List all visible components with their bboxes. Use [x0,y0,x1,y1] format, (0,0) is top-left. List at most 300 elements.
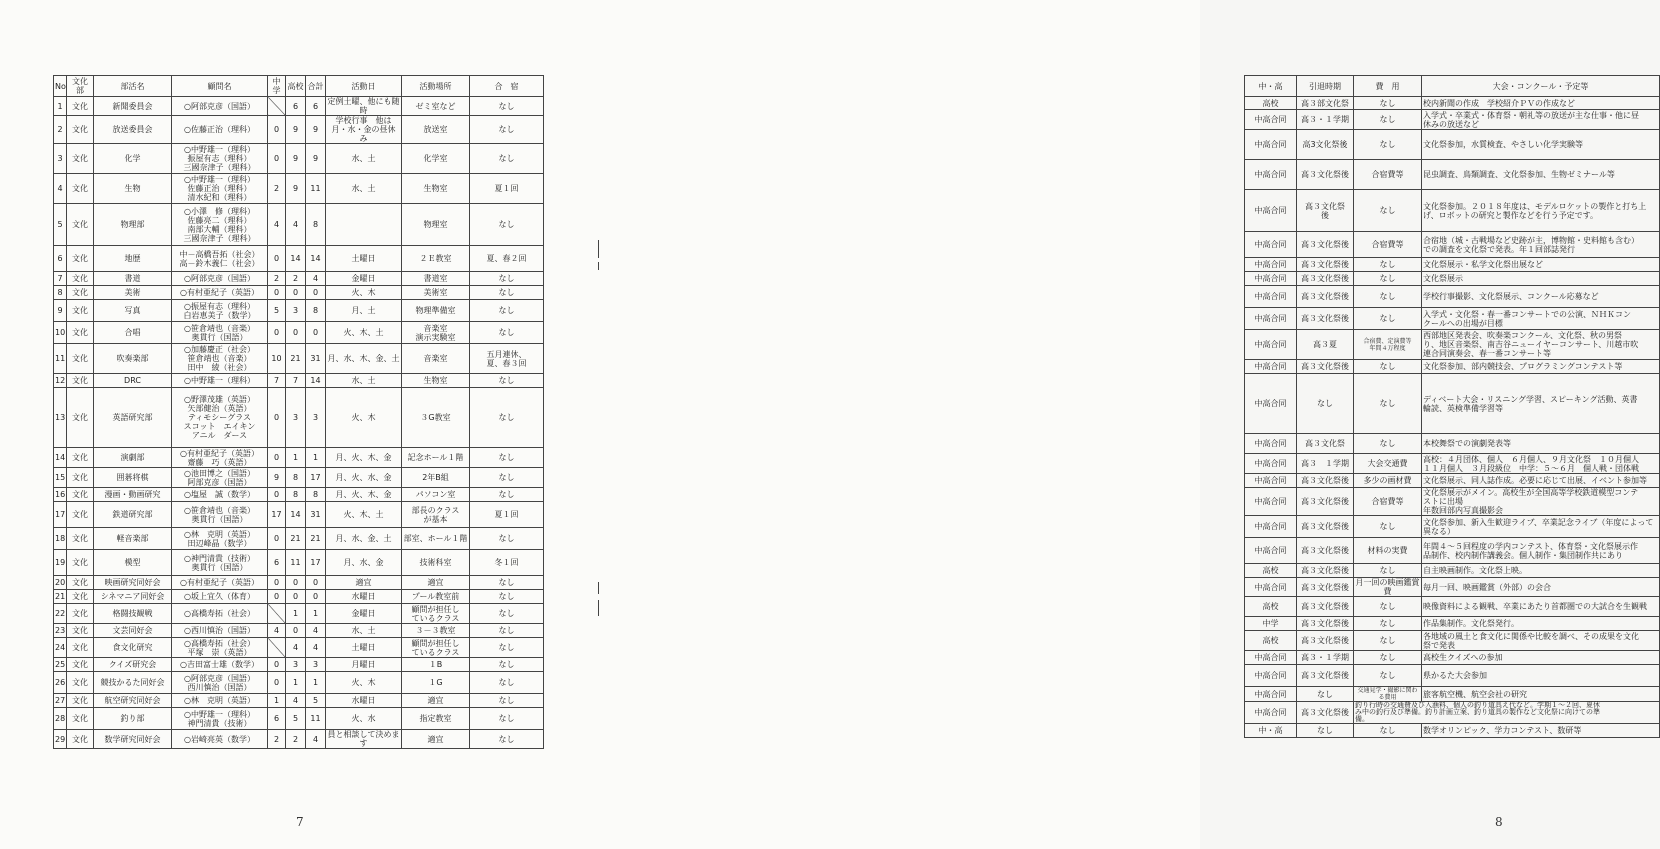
school-level: 中高合同 [1245,130,1297,160]
table-row [1245,97,1660,110]
school-level: 中高合同 [1245,232,1297,258]
camp-info: なし [470,272,544,286]
activity-days: 金曜日 [326,272,402,286]
cost: なし [1354,110,1422,130]
club-name: 映画研究同好会 [94,576,172,590]
total-count: 14 [306,374,326,388]
category: 文化 [67,374,94,388]
page-number: 7 [296,815,304,829]
advisor-names: 中－高橋吾拓（社会） 高－鈴木義仁（社会） [172,246,268,272]
club-name: 漫画・動画研究 [94,488,172,502]
junior-high-count: 0 [268,658,286,672]
advisor-names: ○坂上宜久（体育） [172,590,268,604]
table-row [1245,330,1660,360]
club-name: 物理部 [94,204,172,246]
total-count: 31 [306,502,326,528]
table-row [1245,454,1660,474]
junior-high-count: 0 [268,286,286,300]
total-count: 31 [306,344,326,374]
events: 高校生クイズへの参加 [1422,651,1660,665]
table-row [54,204,544,246]
high-school-count: 9 [286,116,306,144]
camp-info: なし [470,300,544,322]
cost: なし [1354,308,1422,330]
junior-high-count: 5 [268,300,286,322]
junior-high-count: 0 [268,528,286,550]
binding-mark [598,582,599,594]
activity-place: ３G教室 [402,388,470,448]
advisor-names: ○中野雄一（理科） 神門清貴（技術） [172,708,268,730]
col-camp-header: 合 宿 [470,76,544,97]
cost: なし [1354,434,1422,454]
retire-time: 高３文化祭後 [1297,597,1354,617]
table-row [54,286,544,300]
junior-high-count: 9 [268,468,286,488]
category: 文化 [67,116,94,144]
events: 本校舞祭での演劇発表等 [1422,434,1660,454]
high-school-count: 0 [286,590,306,604]
activity-place: パソコン室 [402,488,470,502]
school-level: 中高合同 [1245,488,1297,516]
club-name: 生物 [94,174,172,204]
advisor-names: ○有村亜紀子（英語） 齋藤 巧（英語） [172,448,268,468]
cost: なし [1354,374,1422,434]
row-number: 18 [54,528,67,550]
category: 文化 [67,488,94,502]
cost: なし [1354,665,1422,687]
activity-place: 物理準備室 [402,300,470,322]
high-school-count: 3 [286,658,306,672]
activity-place: 指定教室 [402,708,470,730]
events: 文化祭展示、同人誌作成。必要に応じて出展、イベント参加等 [1422,474,1660,488]
activity-days: 水曜日 [326,694,402,708]
activity-place: 音楽室 演示実験室 [402,322,470,344]
table-row [54,528,544,550]
club-name: 合唱 [94,322,172,344]
category: 文化 [67,300,94,322]
total-count: 4 [306,624,326,638]
events: 文化祭展示・私学文化祭出展など [1422,258,1660,272]
table-row [54,388,544,448]
col-activity-days-header: 活動日 [326,76,402,97]
junior-high-count: 0 [268,388,286,448]
row-number: 9 [54,300,67,322]
cost: なし [1354,130,1422,160]
school-level: 中高合同 [1245,665,1297,687]
junior-high-count: 0 [268,576,286,590]
club-name: 鉄道研究部 [94,502,172,528]
table-row [1245,308,1660,330]
events: 合宿地（城・古戦場など史跡が主，博物館・史料館も含む） での調査を文化祭で発表。年１回部誌発行 [1422,232,1660,258]
junior-high-count: 6 [268,708,286,730]
high-school-count: 0 [286,322,306,344]
activity-days: 月、土 [326,300,402,322]
total-count: 11 [306,174,326,204]
total-count: 4 [306,272,326,286]
cost: 合宿費等 [1354,488,1422,516]
camp-info: 五月連休、 夏、春３回 [470,344,544,374]
school-level: 高校 [1245,597,1297,617]
retire-time: 高３文化祭後 [1297,665,1354,687]
school-level: 中高合同 [1245,258,1297,272]
retire-time: 高３文化祭後 [1297,474,1354,488]
camp-info: なし [470,144,544,174]
high-school-count: 21 [286,528,306,550]
activity-place: 適宜 [402,576,470,590]
camp-info: なし [470,528,544,550]
advisor-names: ○有村亜紀子（英語） [172,286,268,300]
activity-place: 記念ホール１階 [402,448,470,468]
school-level: 中高合同 [1245,651,1297,665]
activity-days: 火、水 [326,708,402,730]
junior-high-count: 2 [268,174,286,204]
high-school-count: 14 [286,502,306,528]
table-row [54,672,544,694]
total-count: 0 [306,590,326,604]
activity-days: 月、火、木、金 [326,488,402,502]
junior-high-count: 0 [268,672,286,694]
camp-info: なし [470,708,544,730]
camp-info: なし [470,322,544,344]
high-school-count: 2 [286,272,306,286]
retire-time: 高３文化祭後 [1297,516,1354,538]
advisor-names: ○阿部克彦（国語） [172,272,268,286]
activity-days: 水、土 [326,374,402,388]
cost: 材料の実費 [1354,538,1422,564]
total-count: 17 [306,468,326,488]
total-count: 1 [306,604,326,624]
club-table-right [1244,75,1660,738]
club-name: 英語研究部 [94,388,172,448]
cost: 合宿費、定演費等 年間４万程度 [1354,330,1422,360]
club-name: シネマニア同好会 [94,590,172,604]
retire-time: 高３文化祭後 [1297,488,1354,516]
school-level: 中学 [1245,617,1297,631]
row-number: 22 [54,604,67,624]
row-number: 6 [54,246,67,272]
events: 数学オリンピック、学力コンテスト、数研等 [1422,724,1660,738]
cost: なし [1354,724,1422,738]
camp-info: なし [470,448,544,468]
high-school-count: 1 [286,448,306,468]
activity-place: 2年B組 [402,468,470,488]
table-row [1245,631,1660,651]
activity-place: 顧問が担任し ているクラス [402,638,470,658]
left-page [0,0,600,849]
activity-days: 適宜 [326,576,402,590]
total-count: 14 [306,246,326,272]
row-number: 28 [54,708,67,730]
events: 入学式・卒業式・体育祭・朝礼等の放送が主な仕事・他に昼 休みの放送など [1422,110,1660,130]
table-row [54,272,544,286]
row-number: 24 [54,638,67,658]
table-row [1245,232,1660,258]
total-count: 3 [306,658,326,672]
events: 映像資料による観戦、卒業にあたり首都圏での大試合を生観戦 [1422,597,1660,617]
junior-high-count: 4 [268,624,286,638]
row-number: 15 [54,468,67,488]
activity-place: プール教室前 [402,590,470,604]
school-level: 中高合同 [1245,272,1297,286]
high-school-count: 5 [286,708,306,730]
club-name: 吹奏楽部 [94,344,172,374]
school-level: 中高合同 [1245,190,1297,232]
junior-high-count: 0 [268,590,286,604]
club-name: 模型 [94,550,172,576]
row-number: 13 [54,388,67,448]
table-row [1245,724,1660,738]
activity-days [326,204,402,246]
table-row [1245,434,1660,454]
table-row [54,246,544,272]
total-count: 17 [306,550,326,576]
cost: 合宿費等 [1354,160,1422,190]
events: 高校：４月団体、個人 ６月個人、９月文化祭 １０月個人 １１月個人 ３月段級位 中学：５～６月 個人戦・団体戦 [1422,454,1660,474]
events: 文化祭参加、部内競技会、プログラミングコンテスト等 [1422,360,1660,374]
activity-place: 放送室 [402,116,470,144]
category: 文化 [67,272,94,286]
activity-place: 化学室 [402,144,470,174]
table-row [54,144,544,174]
cost: 大会交通費 [1354,454,1422,474]
club-name: 食文化研究 [94,638,172,658]
category: 文化 [67,672,94,694]
club-name: 航空研究同好会 [94,694,172,708]
retire-time: 高３文化祭後 [1297,286,1354,308]
advisor-names: ○笹倉靖也（音楽） 奥貫行（国語） [172,322,268,344]
high-school-count: 0 [286,624,306,638]
category: 文化 [67,388,94,448]
cost: なし [1354,190,1422,232]
junior-high-count [268,97,286,116]
high-school-count: 21 [286,344,306,374]
table-row [54,448,544,468]
club-name: 地歴 [94,246,172,272]
total-count: 11 [306,708,326,730]
advisor-names: ○高橋寿拓（社会） [172,604,268,624]
high-school-count: 2 [286,730,306,749]
table-header-row [54,76,544,97]
club-name: 放送委員会 [94,116,172,144]
activity-days: 土曜日 [326,638,402,658]
cost: なし [1354,272,1422,286]
table-row [1245,665,1660,687]
activity-place: 音楽室 [402,344,470,374]
table-row [1245,564,1660,578]
retire-time: 高３文化祭 [1297,434,1354,454]
activity-place: 生物室 [402,374,470,388]
club-name: 囲碁将棋 [94,468,172,488]
school-level: 中高合同 [1245,374,1297,434]
retire-time: 高３文化祭後 [1297,232,1354,258]
events: 文化祭参加，水質検査、やさしい化学実験等 [1422,130,1660,160]
cost: 多少の画材費 [1354,474,1422,488]
club-name: 軽音楽部 [94,528,172,550]
category: 文化 [67,144,94,174]
table-row [54,116,544,144]
camp-info: 夏１回 [470,502,544,528]
retire-time: 高３・１学期 [1297,651,1354,665]
cost: 交通見学・撮影に関わる費用 [1354,687,1422,702]
club-name: 文芸同好会 [94,624,172,638]
cost: なし [1354,258,1422,272]
total-count: 6 [306,97,326,116]
events: 旅客航空機、航空会社の研究 [1422,687,1660,702]
activity-place: 書道室 [402,272,470,286]
camp-info: 夏１回 [470,174,544,204]
activity-days: 火、木、土 [326,322,402,344]
advisor-names: ○加藤慶正（社会） 笹倉靖也（音楽） 田中 綾（社会） [172,344,268,374]
table-row [54,658,544,672]
events: 昆虫調査、鳥類調査、文化祭参加、生物ゼミナール等 [1422,160,1660,190]
events: 学校行事撮影、文化祭展示、コンクール応募など [1422,286,1660,308]
events: ディベート大会・リスニング学習、スピーキング活動、英書 輪読、英検準備学習等 [1422,374,1660,434]
events: 自主映画制作。文化祭上映。 [1422,564,1660,578]
advisor-names: ○佐藤正治（理科） [172,116,268,144]
school-level: 中高合同 [1245,110,1297,130]
total-count: 9 [306,144,326,174]
camp-info: なし [470,730,544,749]
total-count: 3 [306,388,326,448]
table-row [1245,617,1660,631]
col-club-name-header: 部活名 [94,76,172,97]
junior-high-count: 2 [268,272,286,286]
total-count: 0 [306,576,326,590]
junior-high-count: 0 [268,448,286,468]
col-high-school-header: 高校 [286,76,306,97]
events: 校内新聞の作成 学校紹介ＰＶの作成など [1422,97,1660,110]
high-school-count: 9 [286,144,306,174]
advisor-names: ○阿部克彦（国語） 西川慎治（国語） [172,672,268,694]
retire-time: 高３・１学期 [1297,110,1354,130]
category: 文化 [67,322,94,344]
camp-info: なし [470,204,544,246]
table-row [1245,374,1660,434]
table-row [54,488,544,502]
table-row [1245,516,1660,538]
table-row [54,322,544,344]
high-school-count: 11 [286,550,306,576]
category: 文化 [67,624,94,638]
cost: なし [1354,286,1422,308]
high-school-count: 0 [286,576,306,590]
activity-days: 金曜日 [326,604,402,624]
activity-days: 水曜日 [326,590,402,604]
advisor-names: ○塩屋 誠（数学） [172,488,268,502]
events: 文化祭展示がメイン。高校生が全国高等学校鉄道模型コンテ ストに出場 年数回部内写真撮影会 [1422,488,1660,516]
activity-place: 生物室 [402,174,470,204]
total-count: 0 [306,322,326,344]
col-total-header: 合計 [306,76,326,97]
camp-info: なし [470,638,544,658]
table-row [1245,130,1660,160]
club-name: 競技かるた同好会 [94,672,172,694]
school-level: 中高合同 [1245,160,1297,190]
activity-days: 水、土 [326,624,402,638]
table-row [1245,488,1660,516]
camp-info: なし [470,658,544,672]
retire-time: なし [1297,724,1354,738]
table-row [54,708,544,730]
row-number: 12 [54,374,67,388]
category: 文化 [67,708,94,730]
category: 文化 [67,550,94,576]
activity-days: 火、木 [326,388,402,448]
col-advisor-header: 顧問名 [172,76,268,97]
cost: 合宿費等 [1354,232,1422,258]
activity-days: 火、木 [326,286,402,300]
retire-time: 高３文化祭後 [1297,631,1354,651]
activity-days: 水、土 [326,174,402,204]
advisor-names: ○野澤茂雄（英語） 矢部健治（英語） ティモシーグラス スコット エイキン アニル ダース [172,388,268,448]
category: 文化 [67,468,94,488]
high-school-count: 4 [286,638,306,658]
table-row [54,97,544,116]
camp-info: なし [470,374,544,388]
retire-time: 高３文化祭後 [1297,160,1354,190]
total-count: 0 [306,286,326,300]
table-row [54,300,544,322]
school-level: 中高合同 [1245,308,1297,330]
table-row [54,502,544,528]
category: 文化 [67,204,94,246]
table-row [1245,110,1660,130]
events: 西部地区発表会、吹奏楽コンクール、文化祭、秋の男祭 り、地区音楽祭、南吉谷ニューイヤーコンサート、川越市吹 連合同演奏会、春一番コンサート等 [1422,330,1660,360]
events: 作品集制作。文化祭発行。 [1422,617,1660,631]
table-row [54,374,544,388]
advisor-names: ○中野雄一（理科） 振屋有志（理科） 三國奈津子（理科） [172,144,268,174]
activity-place: 美術室 [402,286,470,300]
retire-time: 高３文化祭後 [1297,617,1354,631]
col-no-header: No [54,76,67,97]
activity-days: 火、木 [326,672,402,694]
junior-high-count [268,638,286,658]
junior-high-count: 0 [268,144,286,174]
club-name: 写真 [94,300,172,322]
club-name: 演劇部 [94,448,172,468]
row-number: 11 [54,344,67,374]
activity-place: 部室、ホール１階 [402,528,470,550]
row-number: 8 [54,286,67,300]
row-number: 21 [54,590,67,604]
school-level: 高校 [1245,631,1297,651]
advisor-names: ○西川慎治（国語） [172,624,268,638]
activity-place: 技術科室 [402,550,470,576]
advisor-names: ○池田博之（国語） 阿部克彦（国語） [172,468,268,488]
activity-days: 月、水、金 [326,550,402,576]
junior-high-count: 17 [268,502,286,528]
school-level: 中高合同 [1245,454,1297,474]
events: 県かるた大会参加 [1422,665,1660,687]
total-count: 1 [306,448,326,468]
events: 毎月一回、映画鑑賞（外部）の会合 [1422,578,1660,597]
activity-place: １G [402,672,470,694]
events: 文化祭参加、新入生歓迎ライブ、卒業記念ライブ（年度によって異なる） [1422,516,1660,538]
high-school-count: 7 [286,374,306,388]
club-name: クイズ研究会 [94,658,172,672]
category: 文化 [67,604,94,624]
high-school-count: 9 [286,174,306,204]
table-row [1245,474,1660,488]
retire-time: 高3文化祭後 [1297,130,1354,160]
high-school-count: 8 [286,488,306,502]
activity-place: 物理室 [402,204,470,246]
junior-high-count: 0 [268,246,286,272]
retire-time: 高３文化祭後 [1297,702,1354,724]
binding-mark [598,240,599,258]
table-row [54,730,544,749]
category: 文化 [67,286,94,300]
